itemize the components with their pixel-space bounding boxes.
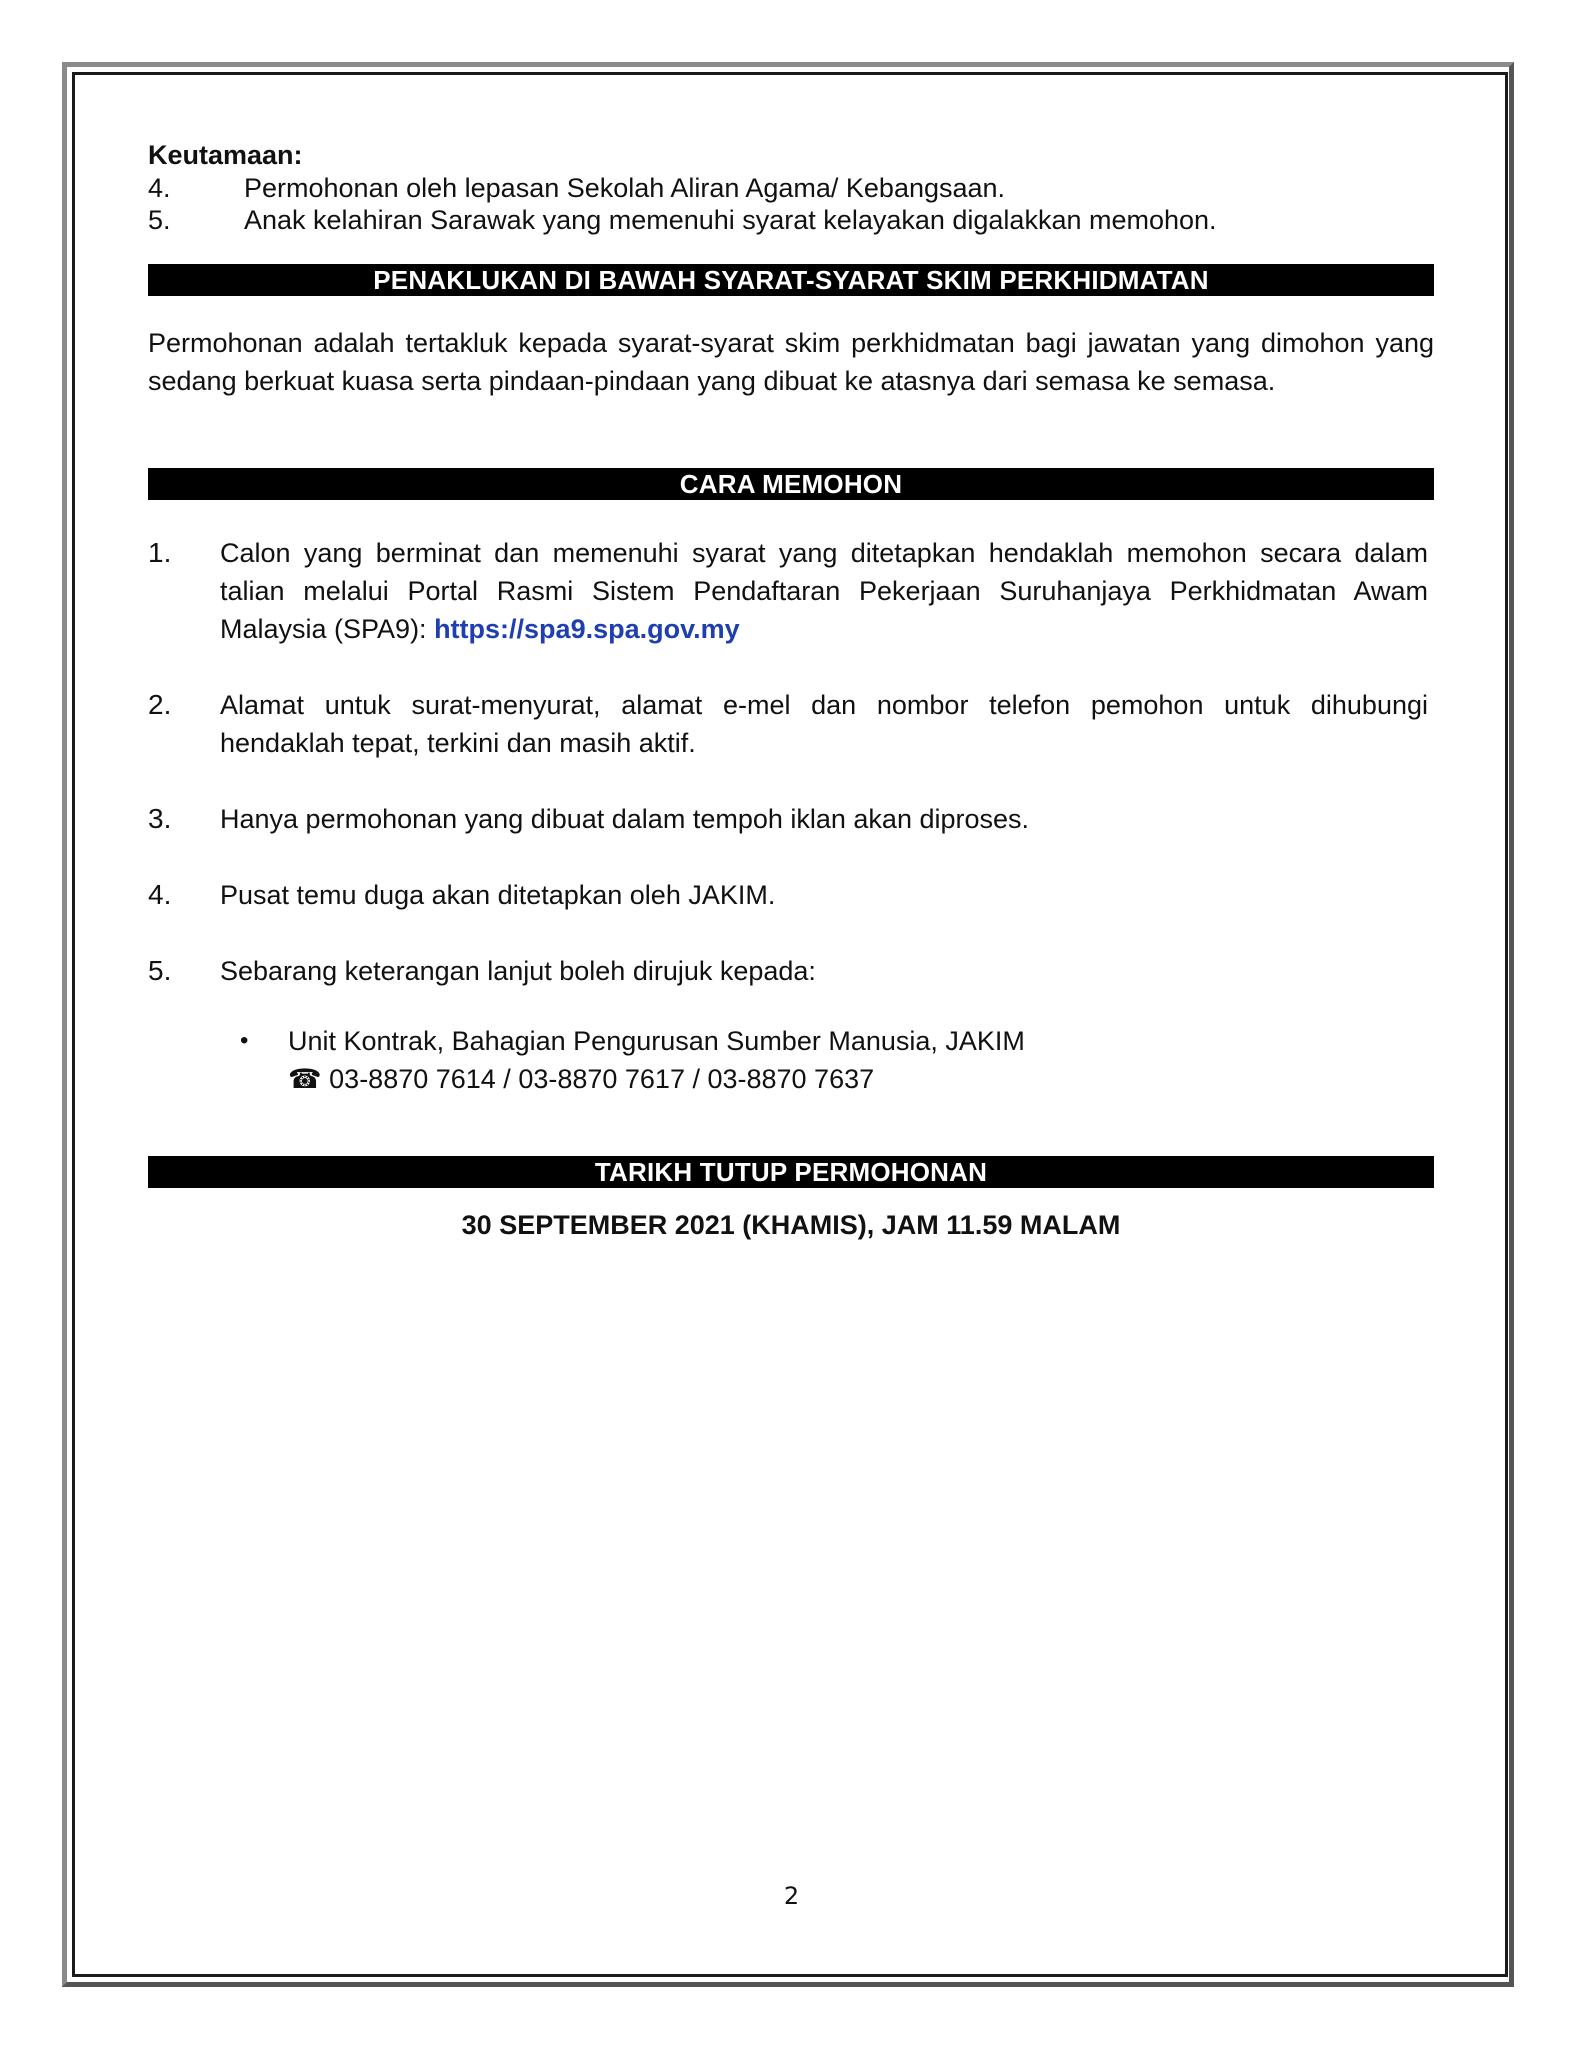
- spa9-portal-link[interactable]: https://spa9.spa.gov.my: [434, 614, 740, 644]
- contact-details: [288, 1022, 1025, 1098]
- closing-date-text: 30 SEPTEMBER 2021 (KHAMIS), JAM 11.59 MALAM: [461, 1210, 1121, 1240]
- application-step: [148, 952, 1434, 990]
- subjection-paragraph: Permohonan adalah tertakluk kepada syarat-syarat skim perkhidmatan bagi jawatan yang dimohon yang sedang berkuat kuasa serta pindaan-pindaan yang dibuat ke atasnya dari semasa ke semasa.: [148, 328, 1434, 396]
- section-header-how-to-apply: CARA MEMOHON: [148, 468, 1434, 500]
- priority-item-text: Anak kelahiran Sarawak yang memenuhi syarat kelayakan digalakkan memohon.: [244, 205, 1217, 235]
- contact-phone-numbers: 03-8870 7614 / 03-8870 7617 / 03-8870 7637: [329, 1064, 875, 1094]
- page-number: 2: [783, 1882, 800, 1910]
- contact-unit: Unit Kontrak, Bahagian Pengurusan Sumber Manusia, JAKIM: [288, 1026, 1025, 1056]
- contact-entry: [240, 1022, 1434, 1098]
- step-number: 3.: [148, 803, 172, 834]
- priority-item-number: 4.: [148, 173, 171, 203]
- step-text: Pusat temu duga akan ditetapkan oleh JAKIM.: [220, 880, 776, 910]
- priority-item-number: 5.: [148, 205, 171, 235]
- priority-item-text: Permohonan oleh lepasan Sekolah Aliran Agama/ Kebangsaan.: [244, 173, 1006, 203]
- step-text: Alamat untuk surat-menyurat, alamat e-mel dan nombor telefon pemohon untuk dihubungi hendaklah tepat, terkini dan masih aktif.: [220, 690, 1428, 758]
- application-step: [148, 800, 1434, 838]
- application-step: [148, 686, 1434, 762]
- step-number: 2.: [148, 689, 172, 720]
- section-header-closing-date: TARIKH TUTUP PERMOHONAN: [148, 1156, 1434, 1188]
- step-number: 4.: [148, 879, 172, 910]
- step-number: 1.: [148, 537, 172, 568]
- telephone-icon: ☎: [288, 1064, 322, 1094]
- application-step: [148, 534, 1434, 648]
- application-step: [148, 876, 1434, 914]
- step-text: Calon yang berminat dan memenuhi syarat yang ditetapkan hendaklah memohon secara dalam talian melalui Portal Rasmi Sistem Pendaftaran Pekerjaan Suruhanjaya Perkhidmatan Awam Malaysia (SPA9):: [220, 538, 1428, 644]
- priority-list: [148, 172, 1434, 236]
- step-text-container: [220, 534, 1434, 648]
- bullet-icon: •: [240, 1027, 249, 1054]
- step-text: Hanya permohonan yang dibuat dalam tempoh iklan akan diproses.: [220, 804, 1030, 834]
- step-number: 5.: [148, 955, 172, 986]
- section-header-subjection: PENAKLUKAN DI BAWAH SYARAT-SYARAT SKIM PERKHIDMATAN: [148, 264, 1434, 296]
- priority-item: [148, 204, 1434, 236]
- priority-heading: Keutamaan:: [148, 140, 303, 170]
- contact-phone-line: [288, 1060, 1025, 1098]
- application-steps: [148, 534, 1434, 990]
- document-content: [148, 138, 1434, 1242]
- priority-item: [148, 172, 1434, 204]
- step-text: Sebarang keterangan lanjut boleh dirujuk kepada:: [220, 956, 816, 986]
